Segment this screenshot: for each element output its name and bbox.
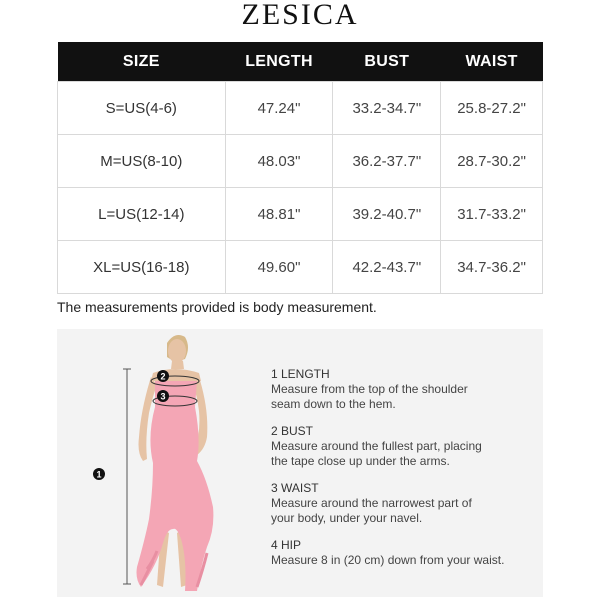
measurement-guide-panel [57, 329, 543, 597]
cell-bust: 33.2-34.7" [333, 82, 441, 135]
cell-size: XL=US(16-18) [58, 241, 226, 294]
step-waist [271, 481, 531, 526]
step-length [271, 367, 531, 412]
measurement-steps [271, 367, 531, 580]
step-title: 4 HIP [271, 538, 302, 552]
neck-shape [171, 361, 184, 369]
cell-length: 47.24" [225, 82, 333, 135]
cell-waist: 25.8-27.2" [441, 82, 543, 135]
table-row [58, 82, 543, 135]
cell-size: S=US(4-6) [58, 82, 226, 135]
measurement-note: The measurements provided is body measurement. [57, 299, 377, 315]
step-desc-line: the tape close up under the arms. [271, 454, 450, 468]
waist-marker-label: 3 [160, 391, 166, 402]
step-hip [271, 538, 531, 568]
step-title: 1 LENGTH [271, 367, 330, 381]
step-desc-line: seam down to the hem. [271, 397, 396, 411]
cell-size: L=US(12-14) [58, 188, 226, 241]
table-row [58, 188, 543, 241]
step-desc-line: Measure from the top of the shoulder [271, 382, 468, 396]
header-waist: WAIST [441, 42, 543, 82]
step-desc-line: Measure around the narrowest part of [271, 496, 472, 510]
model-figure-illustration [57, 329, 257, 597]
length-marker-label: 1 [96, 469, 102, 480]
cell-length: 49.60" [225, 241, 333, 294]
cell-waist: 34.7-36.2" [441, 241, 543, 294]
cell-bust: 42.2-43.7" [333, 241, 441, 294]
cell-size: M=US(8-10) [58, 135, 226, 188]
table-row [58, 241, 543, 294]
table-row [58, 135, 543, 188]
step-desc-line: Measure 8 in (20 cm) down from your waist. [271, 553, 505, 567]
step-bust [271, 424, 531, 469]
cell-waist: 28.7-30.2" [441, 135, 543, 188]
cell-length: 48.81" [225, 188, 333, 241]
cell-length: 48.03" [225, 135, 333, 188]
brand-logo: ZESICA [241, 0, 359, 31]
bust-marker-label: 2 [160, 371, 166, 382]
step-desc-line: your body, under your navel. [271, 511, 423, 525]
cell-bust: 36.2-37.7" [333, 135, 441, 188]
cell-bust: 39.2-40.7" [333, 188, 441, 241]
table-header-row [58, 42, 543, 82]
header-size: SIZE [58, 42, 226, 82]
step-title: 3 WAIST [271, 481, 319, 495]
header-bust: BUST [333, 42, 441, 82]
cell-waist: 31.7-33.2" [441, 188, 543, 241]
size-chart-table [57, 42, 543, 294]
header-length: LENGTH [225, 42, 333, 82]
step-title: 2 BUST [271, 424, 314, 438]
step-desc-line: Measure around the fullest part, placing [271, 439, 482, 453]
head-shape [168, 339, 186, 363]
